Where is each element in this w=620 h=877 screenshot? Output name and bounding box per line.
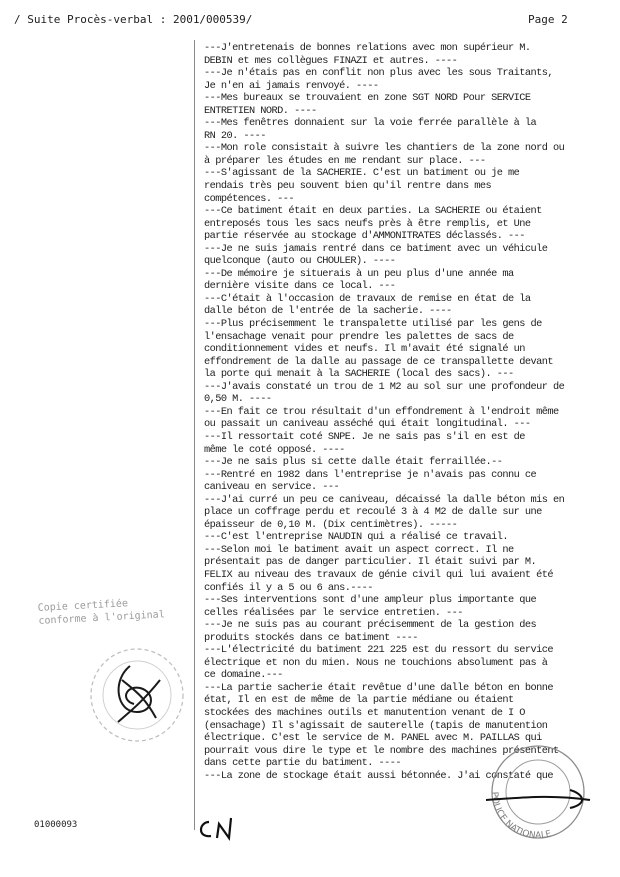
body-line: ---J'entretenais de bonnes relations avec mon supérieur M. <box>204 42 531 54</box>
body-line: ---C'était à l'occasion de travaux de remise en état de la <box>204 292 531 305</box>
body-line: ---Plus précisemment le transpalette utilisé par les gens de <box>204 318 542 331</box>
seal-right-inner-ring <box>506 760 570 824</box>
body-line: ---La zone de stockage était aussi bétonnée. J'ai constaté que <box>204 769 554 782</box>
stamp-line-2: conforme à l'original <box>38 609 165 627</box>
body-line: compétences. --- <box>204 192 295 205</box>
body-line: dans cette partie du batiment. ---- <box>204 757 402 770</box>
body-line: ---Rentré en 1982 dans l'entreprise je n'avais pas connu ce <box>204 468 537 481</box>
body-line: ---En fait ce trou résultait d'un effondrement à l'endroit même <box>204 405 559 418</box>
body-line: ou passait un caniveau asséché qui était longitudinal. --- <box>204 418 531 431</box>
body-line: Je n'en ai jamais renvoyé. ---- <box>204 79 379 92</box>
body-line: produits stockés dans ce batiment ---- <box>204 631 418 644</box>
body-line: effondrement de la dalle au passage de ce transpallette devant <box>204 355 554 368</box>
signature-seal-left <box>82 640 192 750</box>
body-line: ---Ses interventions sont d'une ampleur plus importante que <box>204 594 537 607</box>
body-line: ---Mes bureaux se trouvaient en zone SGT NORD Pour SERVICE <box>204 92 531 105</box>
body-line: ---Ce batiment était en deux parties. La SACHERIE ou étaient <box>204 205 542 218</box>
signature-mark-right <box>486 790 590 808</box>
body-line: confiés il y a 5 ou 6 ans.---- <box>204 581 373 594</box>
body-line: ---Je n'étais pas en conflit non plus avec les sous Traitants, <box>204 67 554 80</box>
body-line: conditionnement vides et neufs. Il m'avait été signalé un <box>204 343 525 356</box>
body-text <box>204 42 614 782</box>
body-line: épaisseur de 0,10 M. (Dix centimètres). ----- <box>204 518 458 531</box>
body-line: ---L'électricité du batiment 221 225 est du ressort du service <box>204 644 554 657</box>
footer-code: 01000093 <box>34 820 78 830</box>
body-line: ---J'avais constaté un trou de 1 M2 au sol sur une profondeur de <box>204 380 565 393</box>
body-line: présentait pas de danger particulier. Il était suivi par M. <box>204 556 537 569</box>
signature-mark-left <box>118 666 160 722</box>
body-line: dalle béton de l'entrée de la sacherie. ---- <box>204 305 452 318</box>
body-line: RN 20. ---- <box>204 129 266 142</box>
margin-line <box>194 40 195 830</box>
page-number: Page 2 <box>528 13 568 26</box>
body-line: ---Je ne suis jamais rentré dans ce batiment avec un véhicule <box>204 242 548 255</box>
body-line: FELIX au niveau des travaux de génie civil qui lui avaient été <box>204 568 554 581</box>
body-line: ENTRETIEN NORD. ---- <box>204 104 317 117</box>
body-line: place un coffrage perdu et recoulé 3 à 4 M2 de dalle sur une <box>204 506 542 519</box>
body-line: (ensachage) Il s'agissait de sauterelle (tapis de manutention <box>204 719 548 732</box>
police-seal-right <box>478 738 598 846</box>
body-line: ---Il ressortait coté SNPE. Je ne sais pas s'il en est de <box>204 430 525 443</box>
body-line: la porte qui menait à la SACHERIE (local des sacs). --- <box>204 368 514 381</box>
body-line: ---Je ne sais plus si cette dalle était ferraillée.-- <box>204 456 503 469</box>
body-line: ---C'est l'entreprise NAUDIN qui a réalisé ce travail. <box>204 531 508 544</box>
body-line: ---Selon moi le batiment avait un aspect correct. Il ne <box>204 543 514 556</box>
seal-left-inner-ring <box>103 661 171 729</box>
copie-conforme-stamp <box>37 594 188 628</box>
stamp-line-1: Copie certifiée <box>37 598 129 614</box>
body-line: ---Je ne suis pas au courant précisemment de la gestion des <box>204 619 537 632</box>
body-line: rendais très peu souvent bien qu'il rentre dans mes <box>204 180 492 193</box>
body-line: ---Mon role consistait à suivre les chantiers de la zone nord ou <box>204 142 565 155</box>
body-line: ---De mémoire je situerais à un peu plus d'une année ma <box>204 267 514 280</box>
body-line: état, Il en est de même de la partie médiane ou étaient <box>204 694 514 707</box>
page-header-left: / Suite Procès-verbal : 2001/000539/ <box>14 13 253 26</box>
body-line: dernière visite dans ce local. --- <box>204 280 396 293</box>
body-line: entreposés tous les sacs neufs près à être remplis, et Une <box>204 217 531 230</box>
body-line: ---S'agissant de la SACHERIE. C'est un batiment ou je me <box>204 167 520 180</box>
body-line: à préparer les études en me rendant sur place. --- <box>204 154 486 167</box>
body-line: ---Mes fenêtres donnaient sur la voie ferrée parallèle à la <box>204 117 537 130</box>
body-line: ---La partie sacherie était revêtue d'une dalle béton en bonne <box>204 681 554 694</box>
body-line: électrique. C'est le service de M. PANEL avec M. PAILLAS qui <box>204 732 542 745</box>
body-line: 0,50 M. ---- <box>204 393 272 406</box>
body-line: DEBIN et mes collègues FINAZI et autres. ---- <box>204 54 458 67</box>
body-line: celles réalisées par le service entretien. --- <box>204 606 463 619</box>
body-line: l'ensachage venait pour prendre les palettes de sacs de <box>204 330 514 343</box>
body-line: caniveau en service. --- <box>204 481 340 494</box>
seal-left-outer-ring <box>91 649 183 741</box>
body-line: ---J'ai curré un peu ce caniveau, décaissé la dalle béton mis en <box>204 493 565 506</box>
body-line: électrique et non du mien. Nous ne touchions absolument pas à <box>204 656 548 669</box>
pv-reference: Suite Procès-verbal : 2001/000539/ <box>27 13 253 26</box>
body-line: ce domaine.--- <box>204 669 283 682</box>
seal-right-text: POLICE NATIONALE <box>488 791 553 841</box>
body-line: stockées des machines outils et manutention venant de I O <box>204 706 525 719</box>
body-line: partie réservée au stockage d'AMMONITRATES déclassés. --- <box>204 230 525 243</box>
body-line: pourrait vous dire le type et le nombre des machines présentent <box>204 744 559 757</box>
body-line: quelconque (auto ou CHOULER). ---- <box>204 255 396 268</box>
handwritten-initials <box>195 812 247 842</box>
body-line: même le coté opposé. ---- <box>204 443 345 456</box>
